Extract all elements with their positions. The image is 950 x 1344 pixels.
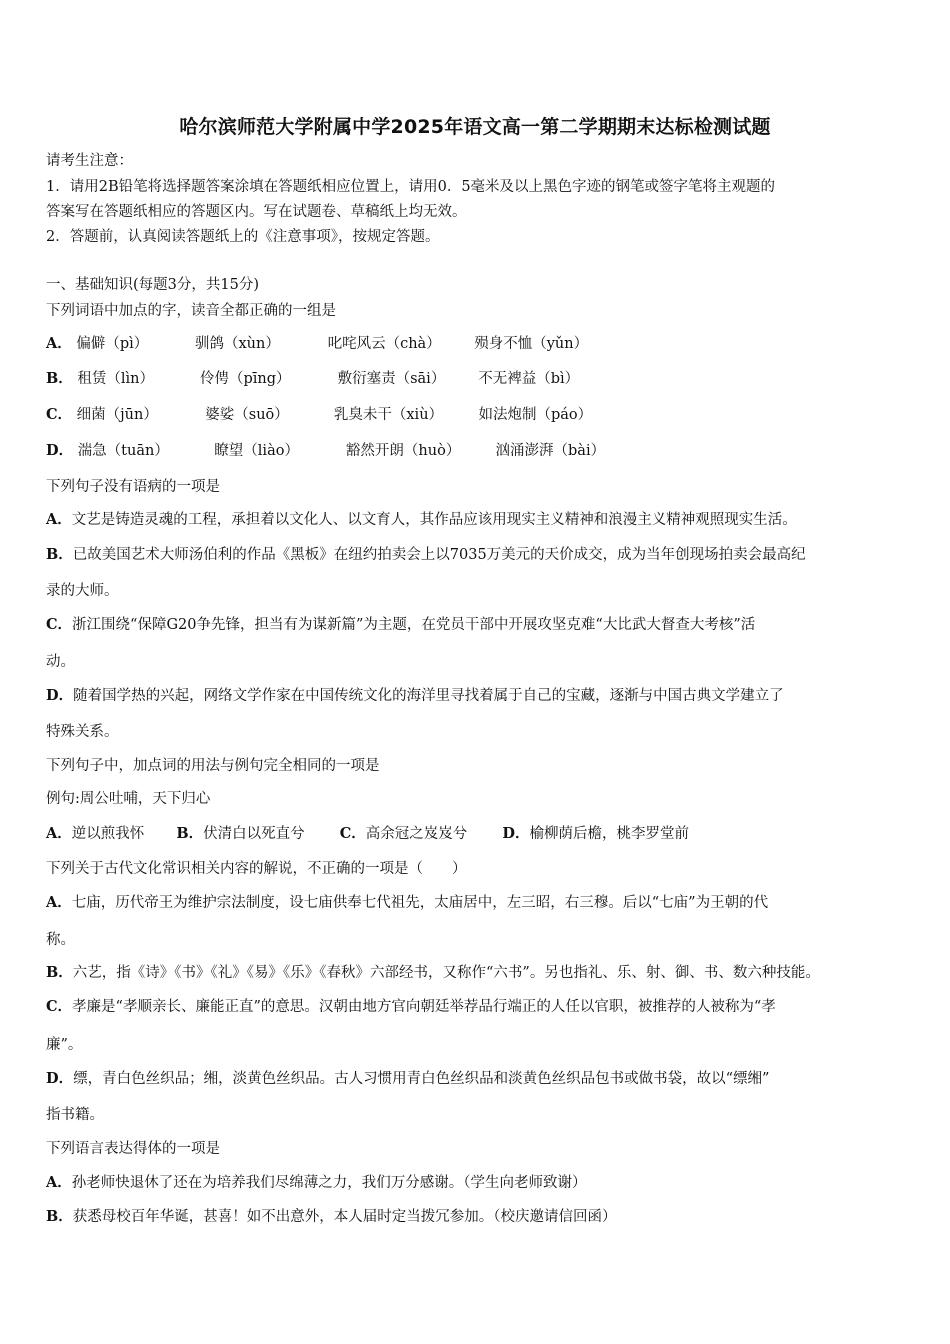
option-row	[46, 963, 820, 983]
option-text: 文艺是铸造灵魂的工程，承担着以文化人、以文育人，其作品应该用现实主义精神和浪漫主义精神观照现实生活。	[71, 512, 797, 528]
option-label: B．	[46, 546, 73, 563]
option-row	[46, 334, 588, 354]
option-text: 逆以煎我怀	[71, 826, 145, 842]
notice-item-2: 2．答题前，认真阅读答题纸上的《注意事项》，按规定答题。	[46, 229, 440, 245]
option-part: 敷衍塞责（sāi）	[337, 371, 446, 387]
option-part: 汹涌澎湃（bài）	[495, 443, 606, 459]
option-row	[46, 893, 768, 913]
option-label: B．	[176, 825, 204, 842]
option-part: 细菌（jūn）	[76, 407, 158, 423]
option-text: 孝廉是“孝顺亲长、廉能正直”的意思。汉朝由地方官向朝廷举荐品行端正的人任以官职，被推荐的人被称为“孝	[72, 999, 776, 1015]
notice-item-1-cont: 答案写在答题纸相应的答题区内。写在试题卷、草稿纸上均无效。	[46, 204, 467, 220]
option-label: A．	[46, 894, 72, 911]
option-text: 孙老师快退休了还在为培养我们尽绵薄之力，我们万分感谢。（学生向老师致谢）	[71, 1175, 587, 1191]
option-part: 叱咤风云（chà）	[327, 336, 441, 352]
option-text-cont: 指书籍。	[46, 1107, 104, 1123]
option-part: 伶俜（pīng）	[199, 371, 291, 387]
option-label: C．	[46, 616, 73, 633]
option-row	[46, 1207, 617, 1227]
option-part: 湍急（tuān）	[77, 443, 169, 459]
option-text: 缥，青白色丝织品；缃，淡黄色丝织品。古人习惯用青白色丝织品和淡黄色丝织品包书或做书袋，故以“缥缃”	[73, 1071, 770, 1087]
option-text: 获悉母校百年华诞，甚喜！如不出意外，本人届时定当拨冗参加。（校庆邀请信回函）	[72, 1209, 617, 1225]
question-stem: 下列句子没有语病的一项是	[46, 479, 220, 495]
option-text-cont: 称。	[46, 932, 75, 948]
question-stem: 下列词语中加点的字，读音全都正确的一组是	[46, 303, 336, 319]
option-label: D．	[46, 442, 74, 459]
option-text: 高余冠之岌岌兮	[365, 826, 468, 842]
option-row	[46, 997, 776, 1017]
option-text: 浙江围绕“保障G20争先锋，担当有为谋新篇”为主题，在党员干部中开展攻坚克难“大比武大督查大考核”活	[72, 617, 756, 633]
option-part: 偏僻（pì）	[76, 336, 149, 352]
option-label: D．	[502, 825, 530, 842]
option-row	[46, 441, 605, 461]
option-label: C．	[46, 998, 73, 1015]
option-part: 租赁（lìn）	[77, 371, 154, 387]
option-row	[46, 1069, 769, 1089]
option-label: C．	[339, 825, 366, 842]
option-part: 瞭望（liào）	[214, 443, 299, 459]
option-row	[46, 405, 592, 425]
option-text-cont: 廉”。	[46, 1037, 83, 1053]
option-text-cont: 动。	[46, 654, 75, 670]
option-label: A．	[46, 1174, 72, 1191]
option-text: 六艺，指《诗》《书》《礼》《易》《乐》《春秋》六部经书，又称作“六书”。另也指礼、乐、射、御、书、数六种技能。	[72, 965, 820, 981]
option-part: 驯鸽（xùn）	[194, 336, 280, 352]
option-label: C．	[46, 406, 73, 423]
section-heading: 一、基础知识(每题3分，共15分)	[46, 277, 259, 293]
option-row	[46, 1173, 587, 1193]
option-label: B．	[46, 1208, 73, 1225]
notice-item-1: 1．请用2B铅笔将选择题答案涂填在答题纸相应位置上，请用0．5毫米及以上黑色字迹的钢笔或签字笔将主观题的	[46, 179, 776, 195]
page-title: 哈尔滨师范大学附属中学2025年语文高一第二学期期末达标检测试题	[179, 116, 771, 138]
option-part: 乳臭未干（xiù）	[333, 407, 444, 423]
option-label: A．	[46, 335, 72, 352]
option-label: A．	[46, 511, 72, 528]
option-row	[46, 824, 689, 844]
question-stem: 下列语言表达得体的一项是	[46, 1141, 220, 1157]
option-part: 婆娑（suō）	[205, 407, 289, 423]
option-row	[46, 510, 797, 530]
option-row	[46, 545, 806, 565]
option-text: 榆柳荫后檐，桃李罗堂前	[529, 826, 689, 842]
option-row	[46, 686, 784, 706]
option-part: 殒身不恤（yǔn）	[474, 336, 589, 352]
option-label: B．	[46, 964, 73, 981]
option-text: 伏清白以死直兮	[203, 826, 305, 842]
question-stem: 下列句子中，加点词的用法与例句完全相同的一项是	[46, 758, 380, 774]
option-label: D．	[46, 687, 74, 704]
option-part: 如法炮制（páo）	[478, 407, 593, 423]
option-text: 已故美国艺术大师汤伯利的作品《黑板》在纽约拍卖会上以7035万美元的天价成交，成为当年创现场拍卖会最高纪	[72, 547, 806, 563]
option-label: A．	[46, 825, 72, 842]
question-stem: 下列关于古代文化常识相关内容的解说，不正确的一项是（ ）	[46, 861, 467, 877]
option-text-cont: 录的大师。	[46, 583, 119, 599]
option-row	[46, 615, 755, 635]
option-text: 七庙，历代帝王为维护宗法制度，设七庙供奉七代祖先，太庙居中，左三昭，右三穆。后以“七庙”为王朝的代	[71, 895, 769, 911]
option-text: 随着国学热的兴起，网络文学作家在中国传统文化的海洋里寻找着属于自己的宝藏，逐渐与中国古典文学建立了	[73, 688, 784, 704]
option-part: 豁然开朗（huò）	[345, 443, 461, 459]
example-sentence: 例句:周公吐哺，天下归心	[46, 791, 211, 807]
option-part: 不无裨益（bì）	[478, 371, 580, 387]
option-row	[46, 369, 579, 389]
notice-heading: 请考生注意：	[46, 153, 133, 169]
option-label: D．	[46, 1070, 74, 1087]
option-text-cont: 特殊关系。	[46, 724, 119, 740]
option-label: B．	[46, 370, 73, 387]
